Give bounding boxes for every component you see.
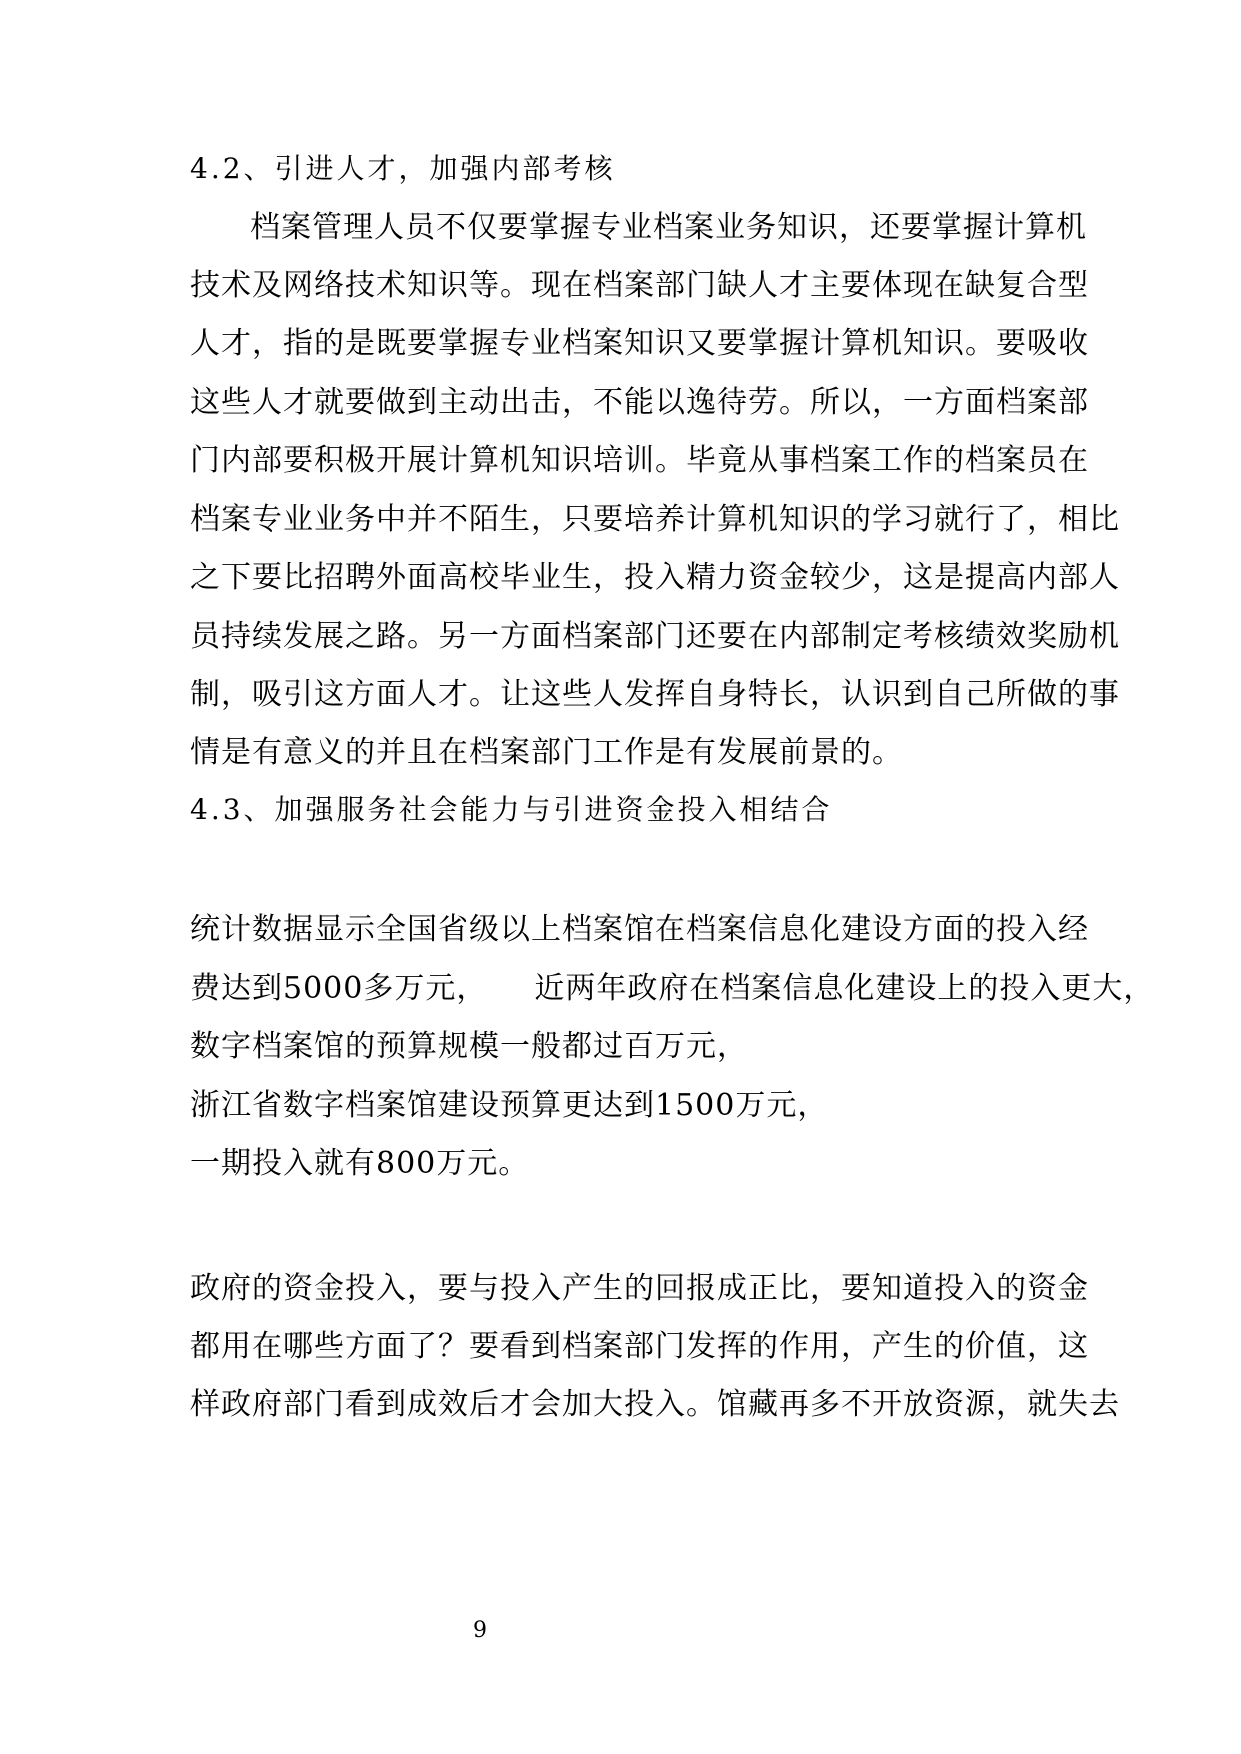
page-number: 9	[473, 1618, 487, 1643]
paragraph-line: 人才，指的是既要掌握专业档案知识又要掌握计算机知识。要吸收	[190, 326, 1089, 361]
paragraph-line: 情是有意义的并且在档案部门工作是有发展前景的。	[190, 735, 903, 770]
paragraph-line: 这些人才就要做到主动出击，不能以逸待劳。所以，一方面档案部	[190, 385, 1089, 420]
paragraph-line: 一期投入就有800万元。	[190, 1146, 530, 1181]
paragraph-line: 费达到5000多万元， 近两年政府在档案信息化建设上的投入更大，	[190, 971, 1155, 1006]
paragraph-line: 政府的资金投入，要与投入产生的回报成正比，要知道投入的资金	[190, 1271, 1089, 1306]
paragraph-line: 统计数据显示全国省级以上档案馆在档案信息化建设方面的投入经	[190, 912, 1089, 947]
section-heading-4-2: 4.2、引进人才，加强内部考核	[190, 152, 616, 185]
paragraph-line: 技术及网络技术知识等。现在档案部门缺人才主要体现在缺复合型	[190, 268, 1089, 303]
section-heading-4-3: 4.3、加强服务社会能力与引进资金投入相结合	[190, 793, 833, 826]
paragraph-line: 数字档案馆的预算规模一般都过百万元，	[190, 1029, 748, 1064]
paragraph-line: 档案专业业务中并不陌生，只要培养计算机知识的学习就行了，相比	[190, 502, 1120, 537]
paragraph-line: 档案管理人员不仅要掌握专业档案业务知识，还要掌握计算机	[250, 210, 1087, 245]
paragraph-line: 之下要比招聘外面高校毕业生，投入精力资金较少，这是提高内部人	[190, 560, 1120, 595]
paragraph-line: 都用在哪些方面了？要看到档案部门发挥的作用，产生的价值，这	[190, 1329, 1089, 1364]
paragraph-line: 浙江省数字档案馆建设预算更达到1500万元，	[190, 1088, 829, 1123]
paragraph-line: 员持续发展之路。另一方面档案部门还要在内部制定考核绩效奖励机	[190, 619, 1120, 654]
paragraph-line: 门内部要积极开展计算机知识培训。毕竟从事档案工作的档案员在	[190, 443, 1089, 478]
paragraph-line: 样政府部门看到成效后才会加大投入。馆藏再多不开放资源，就失去	[190, 1387, 1120, 1422]
paragraph-line: 制，吸引这方面人才。让这些人发挥自身特长，认识到自己所做的事	[190, 677, 1120, 712]
